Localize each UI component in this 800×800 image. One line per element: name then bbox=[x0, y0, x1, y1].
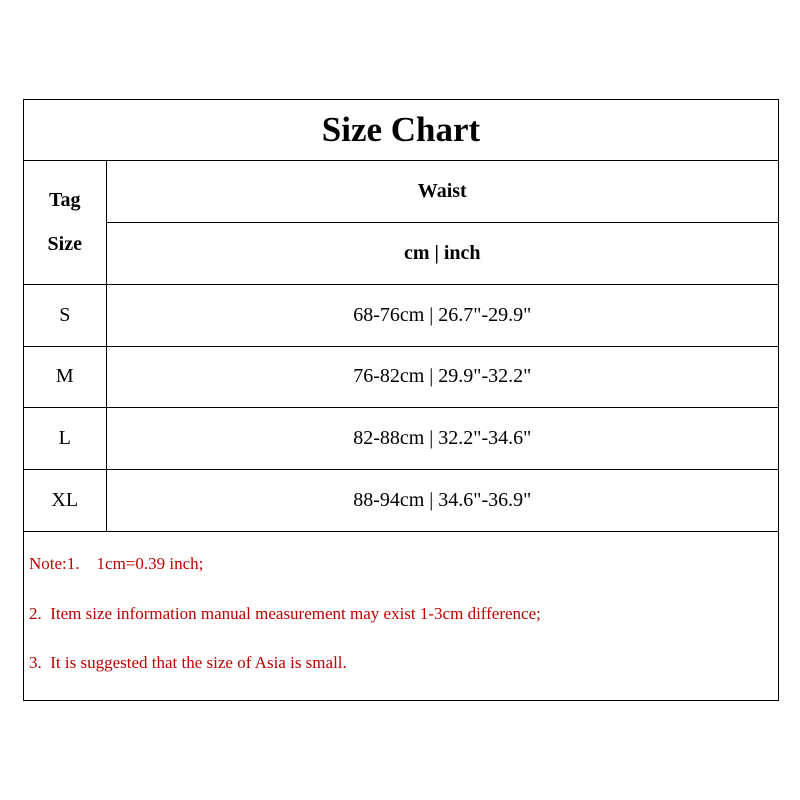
size-table bbox=[24, 161, 778, 532]
note-2: 2. Item size information manual measurement may exist 1-3cm difference; bbox=[29, 604, 541, 623]
note-1: Note:1. 1cm=0.39 inch; bbox=[29, 554, 204, 573]
notes-section bbox=[24, 532, 778, 700]
waist-cell: 76-82cm | 29.9"-32.2" bbox=[106, 346, 778, 407]
units-header: cm | inch bbox=[106, 222, 778, 284]
tag-size-line2: Size bbox=[47, 233, 82, 256]
tag-size-header bbox=[24, 161, 106, 284]
size-cell: M bbox=[24, 346, 106, 407]
header-row-measure bbox=[24, 161, 778, 222]
tag-size-line1: Tag bbox=[48, 189, 81, 212]
waist-cell: 88-94cm | 34.6"-36.9" bbox=[106, 469, 778, 531]
size-cell: S bbox=[24, 284, 106, 346]
table-row bbox=[24, 407, 778, 469]
size-chart bbox=[23, 99, 779, 701]
note-3: 3. It is suggested that the size of Asia is small. bbox=[29, 653, 347, 672]
size-cell: XL bbox=[24, 469, 106, 531]
waist-cell: 68-76cm | 26.7"-29.9" bbox=[106, 284, 778, 346]
waist-header: Waist bbox=[106, 161, 778, 222]
table-row bbox=[24, 284, 778, 346]
waist-cell: 82-88cm | 32.2"-34.6" bbox=[106, 407, 778, 469]
size-cell: L bbox=[24, 407, 106, 469]
chart-title: Size Chart bbox=[24, 100, 778, 161]
table-row bbox=[24, 469, 778, 531]
table-row bbox=[24, 346, 778, 407]
header-row-units bbox=[24, 222, 778, 284]
